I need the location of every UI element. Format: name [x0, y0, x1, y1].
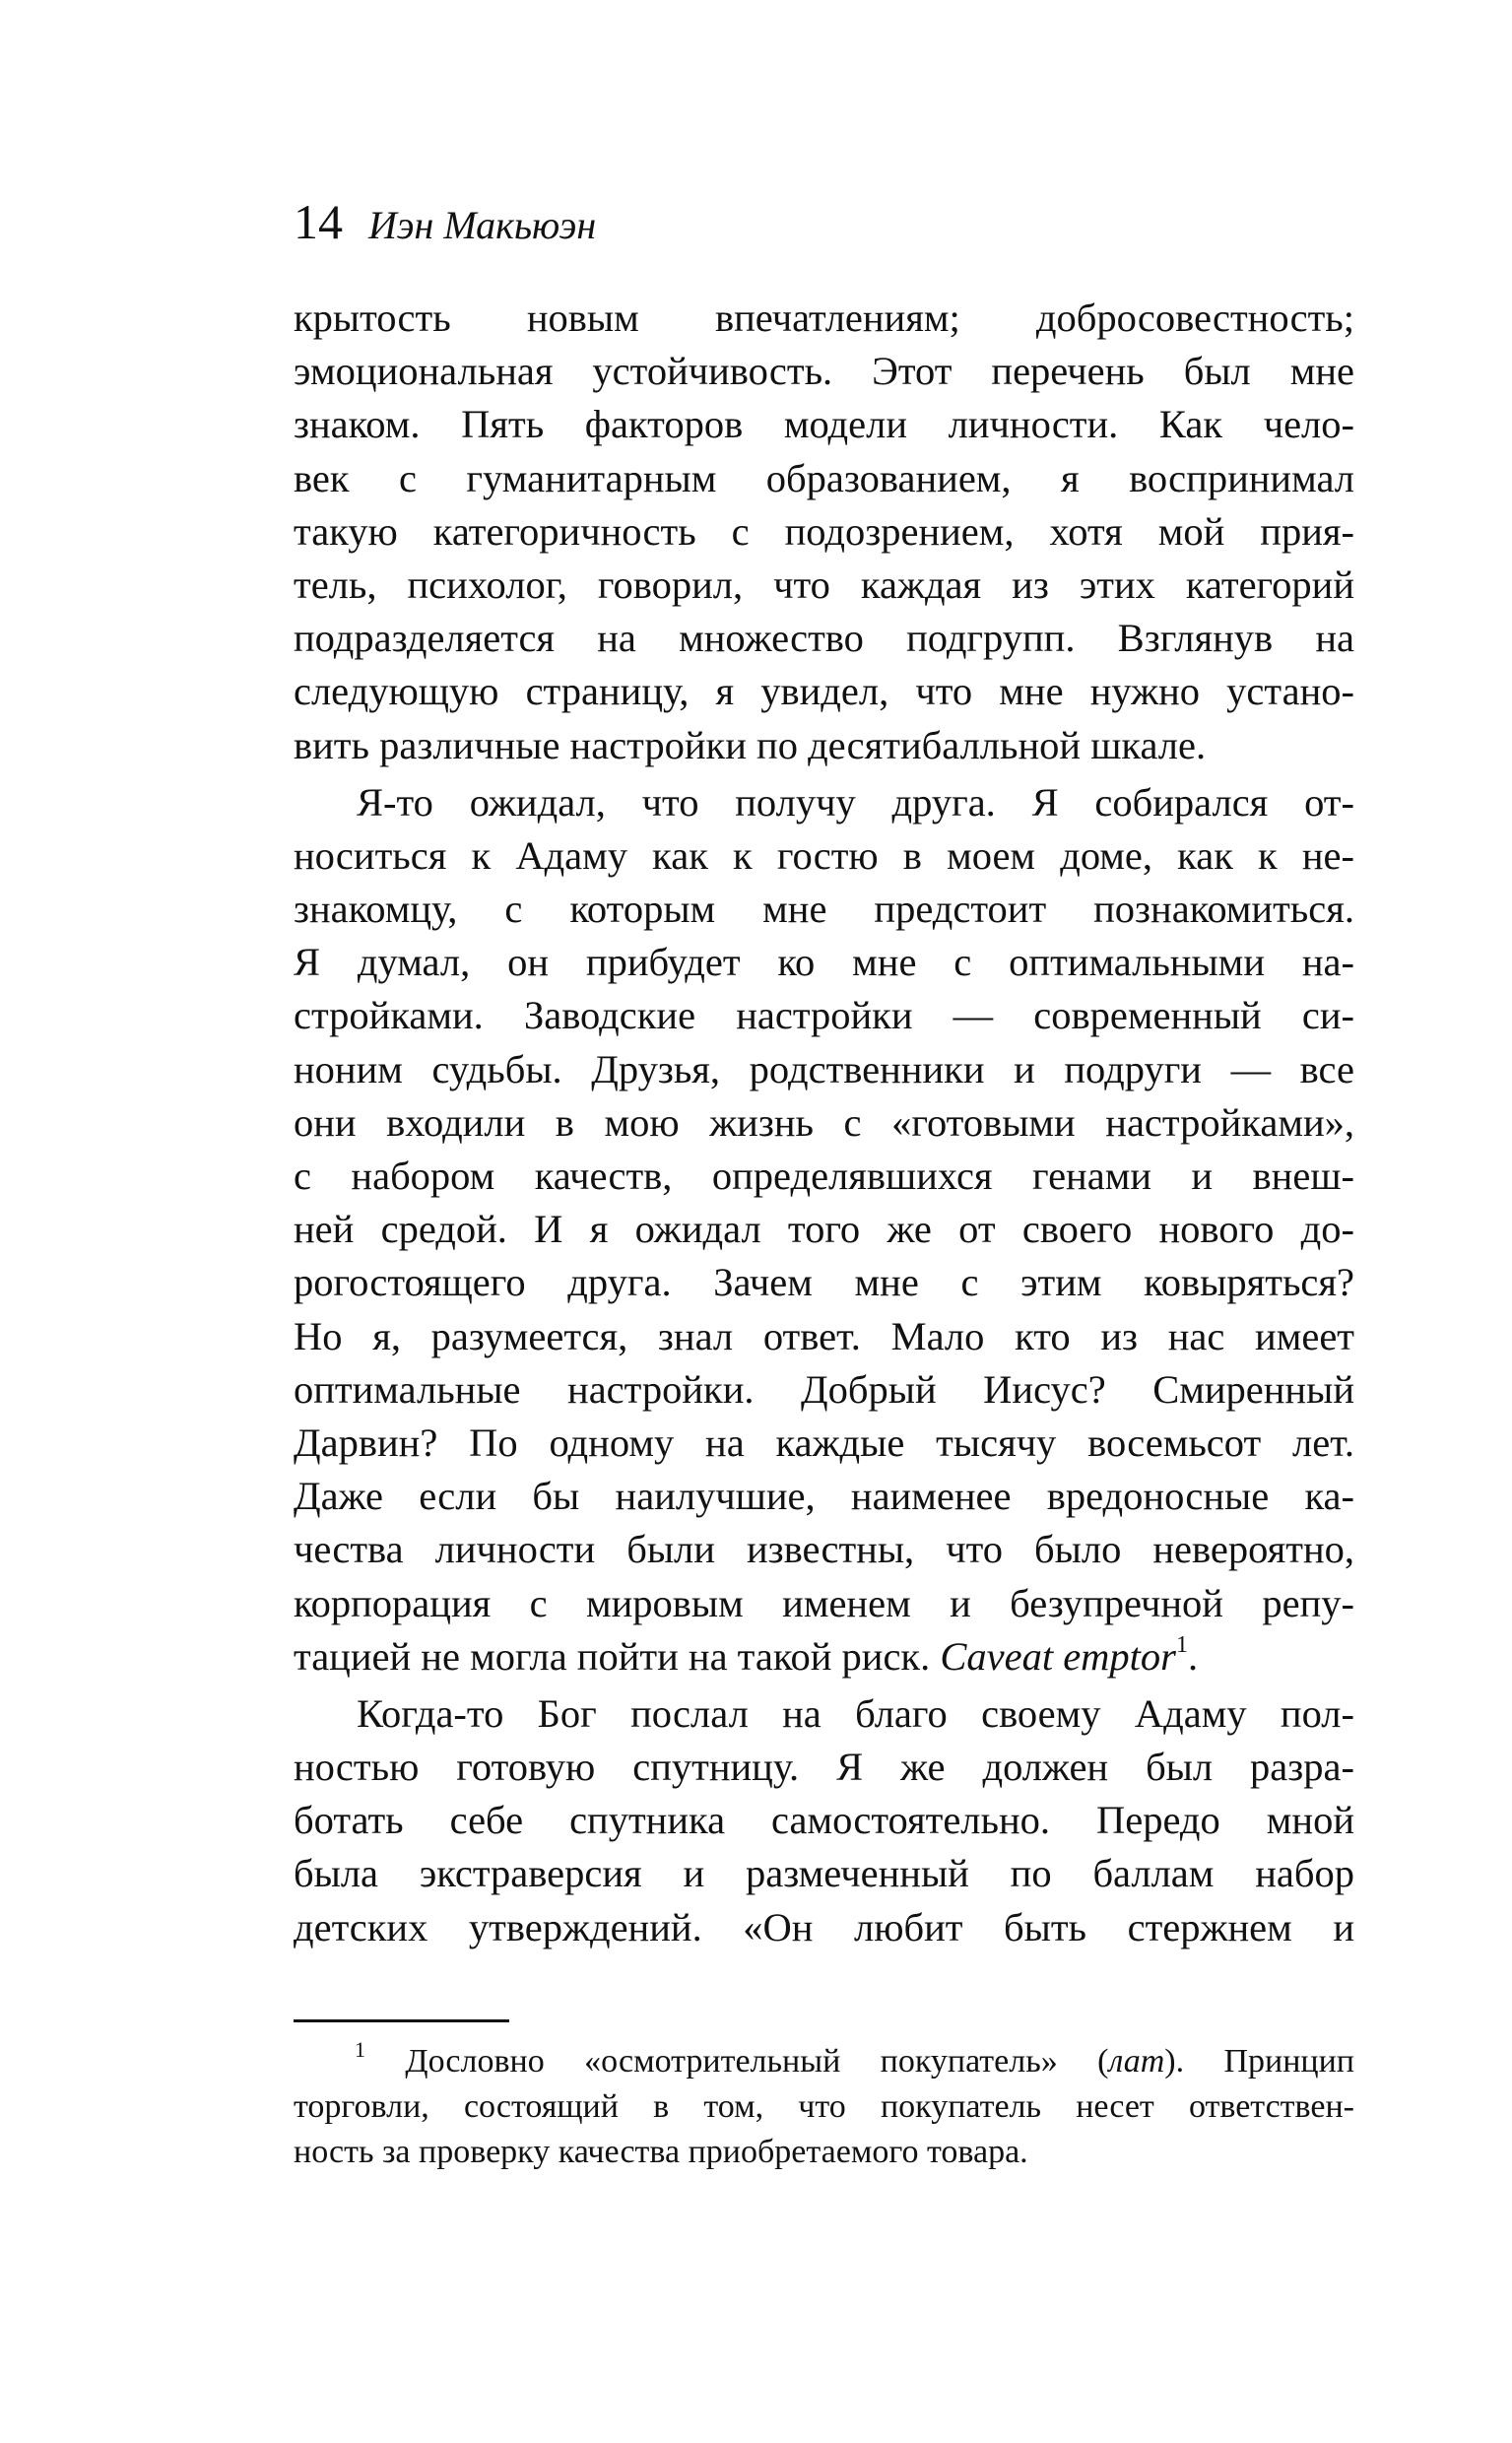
text-line: такую категоричность с подозрением, хотя мой прия-: [294, 508, 1354, 554]
text-line: знаком. Пять факторов модели личности. Как чело-: [294, 402, 1354, 447]
text-line: они входили в мою жизнь с «готовыми настройками»,: [294, 1099, 1354, 1145]
page-number: 14: [294, 194, 343, 249]
text-span: ). Принцип: [1164, 2043, 1354, 2080]
text-line: чества личности были известны, что было невероятно,: [294, 1527, 1354, 1572]
text-line: знакомцу, с которым мне предстоит познакомиться.: [294, 887, 1354, 932]
paragraph: [294, 292, 1354, 772]
text-span: .: [1187, 1633, 1199, 1679]
text-line: детских утверждений. «Он любит быть стержнем и: [294, 1904, 1354, 1949]
text-line: ноним судьбы. Друзья, родственники и подруги — все: [294, 1046, 1354, 1091]
text-line: Но я, разумеется, знал ответ. Мало кто из нас имеет: [294, 1313, 1354, 1358]
text-line: Дарвин? По одному на каждые тысячу восемьсот лет.: [294, 1420, 1354, 1465]
text-line: стройками. Заводские настройки — современный си-: [294, 993, 1354, 1038]
footnote-line: торговли, состоящий в том, что покупатель несет ответствен-: [294, 2088, 1354, 2125]
footnote-divider: [294, 2019, 509, 2022]
paragraph: [294, 1687, 1354, 1954]
text-line: Я-то ожидал, что получу друга. Я собирался от-: [357, 779, 1354, 825]
text-line: Даже если бы наилучшие, наименее вредоносные ка-: [294, 1474, 1354, 1519]
text-line: вить различные настройки по десятибалльной шкале.: [294, 722, 1207, 767]
text-line: следующую страницу, я увидел, что мне нужно устано-: [294, 669, 1354, 714]
text-line: Когда-то Бог послал на благо своему Адаму пол-: [357, 1690, 1354, 1736]
text-line: носиться к Адаму как к гостю в моем доме, как к не-: [294, 832, 1354, 878]
body-text: [294, 292, 1354, 1954]
paragraph: [294, 776, 1354, 1684]
text-line: оптимальные настройки. Добрый Иисус? Смиренный: [294, 1366, 1354, 1412]
footnote-ref: 1: [1175, 1631, 1188, 1658]
text-line: ботать себе спутника самостоятельно. Передо мной: [294, 1798, 1354, 1843]
text-line: [294, 1630, 1354, 1684]
text-line: корпорация с мировым именем и безупречной репу-: [294, 1580, 1354, 1625]
page-header: [294, 193, 596, 252]
footnote-line: [294, 2039, 1354, 2084]
footnote: [294, 2039, 1354, 2175]
text-line: подразделяется на множество подгрупп. Взглянув на: [294, 616, 1354, 661]
text-line: эмоциональная устойчивость. Этот перечень был мне: [294, 349, 1354, 394]
text-line: рогостоящего друга. Зачем мне с этим ковыряться?: [294, 1260, 1354, 1305]
text-line: тель, психолог, говорил, что каждая из этих категорий: [294, 561, 1354, 607]
footnote-marker: 1: [355, 2037, 365, 2062]
text-line: с набором качеств, определявшихся генами и внеш-: [294, 1154, 1354, 1198]
footnote-line: ность за проверку качества приобретаемого товара.: [294, 2134, 1028, 2170]
latin-phrase: Caveat emptor: [940, 1633, 1176, 1679]
text-line: ностью готовую спутницу. Я же должен был разра-: [294, 1745, 1354, 1790]
text-span: Дословно «осмотрительный покупатель» (: [365, 2043, 1109, 2080]
text-line: ней средой. И я ожидал того же от своего нового до-: [294, 1207, 1354, 1252]
text-line: была экстраверсия и размеченный по баллам набор: [294, 1851, 1354, 1896]
running-title: Иэн Макьюэн: [368, 203, 597, 247]
text-line: Я думал, он прибудет ко мне с оптимальными на-: [294, 940, 1354, 985]
text-span: лат: [1108, 2043, 1165, 2080]
text-span: тацией не могла пойти на такой риск.: [294, 1633, 941, 1679]
text-line: крытость новым впечатлениям; добросовестность;: [294, 296, 1354, 340]
text-line: век с гуманитарным образованием, я воспринимал: [294, 455, 1354, 500]
